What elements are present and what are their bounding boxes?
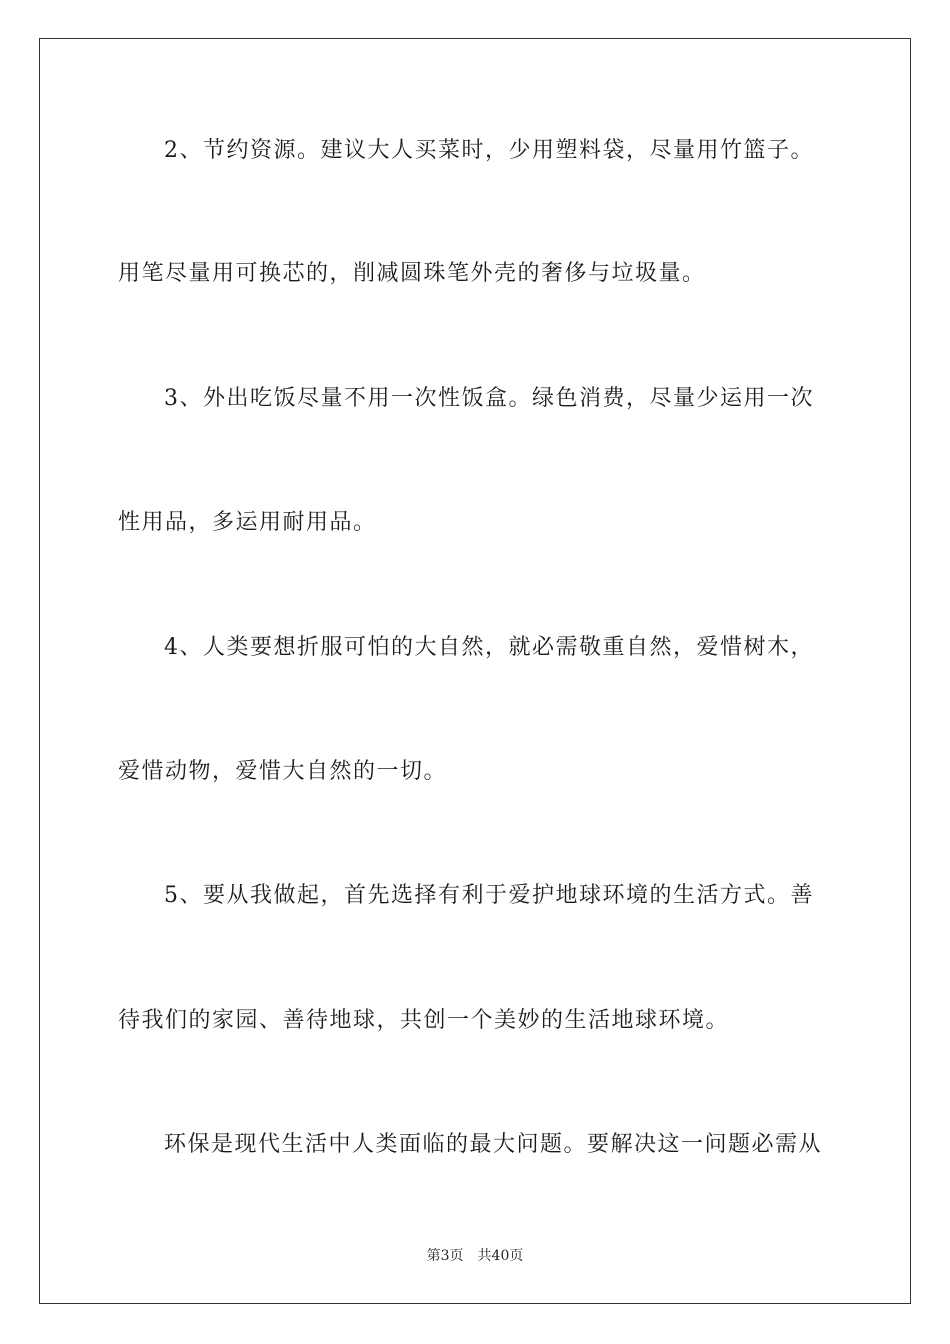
page-total: 共40页 [477, 1248, 524, 1264]
page-footer [0, 1246, 950, 1266]
paragraph-line: 4、人类要想折服可怕的大自然，就必需敬重自然，爱惜树木， [164, 635, 814, 660]
paragraph-line: 用笔尽量用可换芯的，削减圆珠笔外壳的奢侈与垃圾量。 [118, 261, 706, 286]
paragraph-line: 3、外出吃饭尽量不用一次性饭盒。绿色消费，尽量少运用一次 [164, 386, 814, 411]
paragraph-line: 2、节约资源。建议大人买菜时，少用塑料袋，尽量用竹篮子。 [164, 138, 814, 163]
paragraph-line: 待我们的家园、善待地球，共创一个美妙的生活地球环境。 [118, 1008, 730, 1033]
paragraph-line: 性用品，多运用耐用品。 [118, 510, 377, 535]
paragraph-line: 环保是现代生活中人类面临的最大问题。要解决这一问题必需从 [164, 1132, 823, 1157]
page-border [39, 38, 911, 1304]
paragraph-line: 5、要从我做起，首先选择有利于爱护地球环境的生活方式。善 [164, 883, 814, 908]
page-number: 第3页 [426, 1248, 464, 1264]
paragraph-line: 爱惜动物，爱惜大自然的一切。 [118, 759, 448, 784]
